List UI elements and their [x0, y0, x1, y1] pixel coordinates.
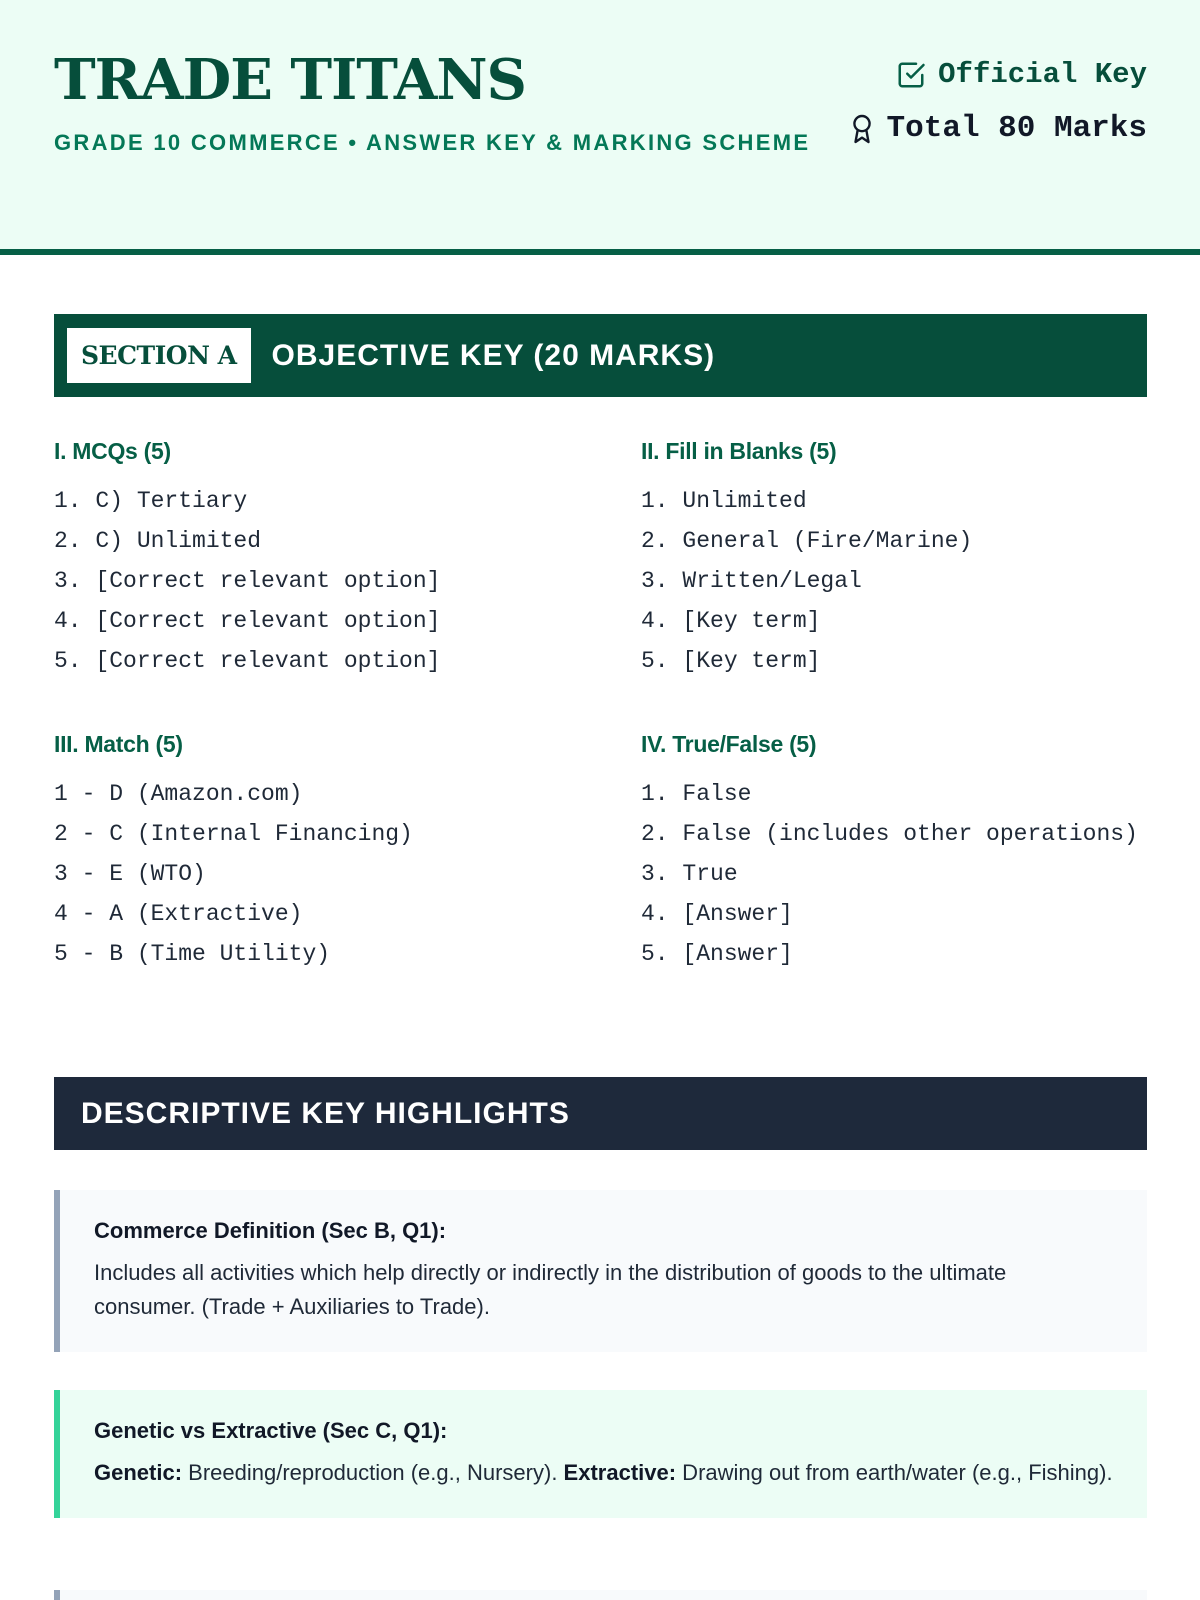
- list-item: 2. C) Unlimited: [54, 528, 262, 554]
- official-key-label: Official Key: [938, 58, 1147, 91]
- mcq-list: [54, 481, 594, 681]
- list-item: 1. C) Tertiary: [54, 488, 248, 514]
- mcq-heading: I. MCQs (5): [54, 438, 171, 464]
- list-item: 4. [Key term]: [641, 608, 821, 634]
- list-item: 4. [Correct relevant option]: [54, 608, 441, 634]
- list-item: 3 - E (WTO): [54, 861, 206, 887]
- official-key-badge: [849, 58, 1147, 91]
- fill-blanks-heading: II. Fill in Blanks (5): [641, 438, 837, 464]
- fill-blanks-block: [641, 438, 1181, 681]
- descriptive-banner: [54, 1077, 1147, 1150]
- true-false-list: [641, 774, 1181, 974]
- section-a-title: OBJECTIVE KEY (20 MARKS): [271, 338, 716, 372]
- list-item: 2. False (includes other operations): [641, 821, 1138, 847]
- fill-blanks-list: [641, 481, 1181, 681]
- true-false-heading: IV. True/False (5): [641, 731, 817, 757]
- genetic-definition: Breeding/reproduction (e.g., Nursery).: [182, 1460, 564, 1485]
- list-item: 1. False: [641, 781, 752, 807]
- total-marks-badge: [849, 111, 1147, 146]
- highlight-card-next: [54, 1590, 1147, 1600]
- descriptive-title: DESCRIPTIVE KEY HIGHLIGHTS: [81, 1096, 570, 1130]
- list-item: 4. [Answer]: [641, 901, 793, 927]
- list-item: 3. Written/Legal: [641, 568, 862, 594]
- true-false-block: [641, 731, 1181, 974]
- list-item: 2 - C (Internal Financing): [54, 821, 413, 847]
- match-block: [54, 731, 594, 974]
- card-body: Includes all activities which help directly or indirectly in the distribution of goods to the ultimate consumer. (Trade + Auxiliaries to Trade).: [94, 1260, 1007, 1319]
- match-heading: III. Match (5): [54, 731, 183, 757]
- total-marks-label: Total 80 Marks: [886, 111, 1147, 146]
- list-item: 5. [Correct relevant option]: [54, 648, 441, 674]
- highlight-card-commerce: [54, 1190, 1147, 1352]
- card-title: Genetic vs Extractive (Sec C, Q1):: [94, 1418, 448, 1443]
- term-extractive: Extractive:: [563, 1460, 677, 1485]
- term-genetic: Genetic:: [94, 1460, 183, 1485]
- list-item: 4 - A (Extractive): [54, 901, 303, 927]
- check-square-icon: [896, 60, 926, 90]
- list-item: 5. [Answer]: [641, 941, 793, 967]
- extractive-definition: Drawing out from earth/water (e.g., Fishing).: [676, 1460, 1113, 1485]
- section-a-banner: [54, 314, 1147, 397]
- match-list: [54, 774, 594, 974]
- highlight-card-genetic-extractive: [54, 1390, 1147, 1518]
- page-header: [0, 0, 1200, 255]
- list-item: 5 - B (Time Utility): [54, 941, 331, 967]
- list-item: 5. [Key term]: [641, 648, 821, 674]
- key-meta: [849, 58, 1147, 146]
- list-item: 3. [Correct relevant option]: [54, 568, 441, 594]
- list-item: 2. General (Fire/Marine): [641, 528, 973, 554]
- list-item: 1. Unlimited: [641, 488, 807, 514]
- page-title: TRADE TITANS: [54, 47, 526, 113]
- card-title: Commerce Definition (Sec B, Q1):: [94, 1218, 447, 1243]
- mcq-block: [54, 438, 594, 681]
- award-ribbon-icon: [849, 113, 875, 145]
- list-item: 1 - D (Amazon.com): [54, 781, 303, 807]
- section-a-chip: SECTION A: [67, 328, 251, 383]
- page-subtitle: GRADE 10 COMMERCE • ANSWER KEY & MARKING SCHEME: [54, 130, 811, 155]
- list-item: 3. True: [641, 861, 738, 887]
- card-body: [94, 1456, 1113, 1490]
